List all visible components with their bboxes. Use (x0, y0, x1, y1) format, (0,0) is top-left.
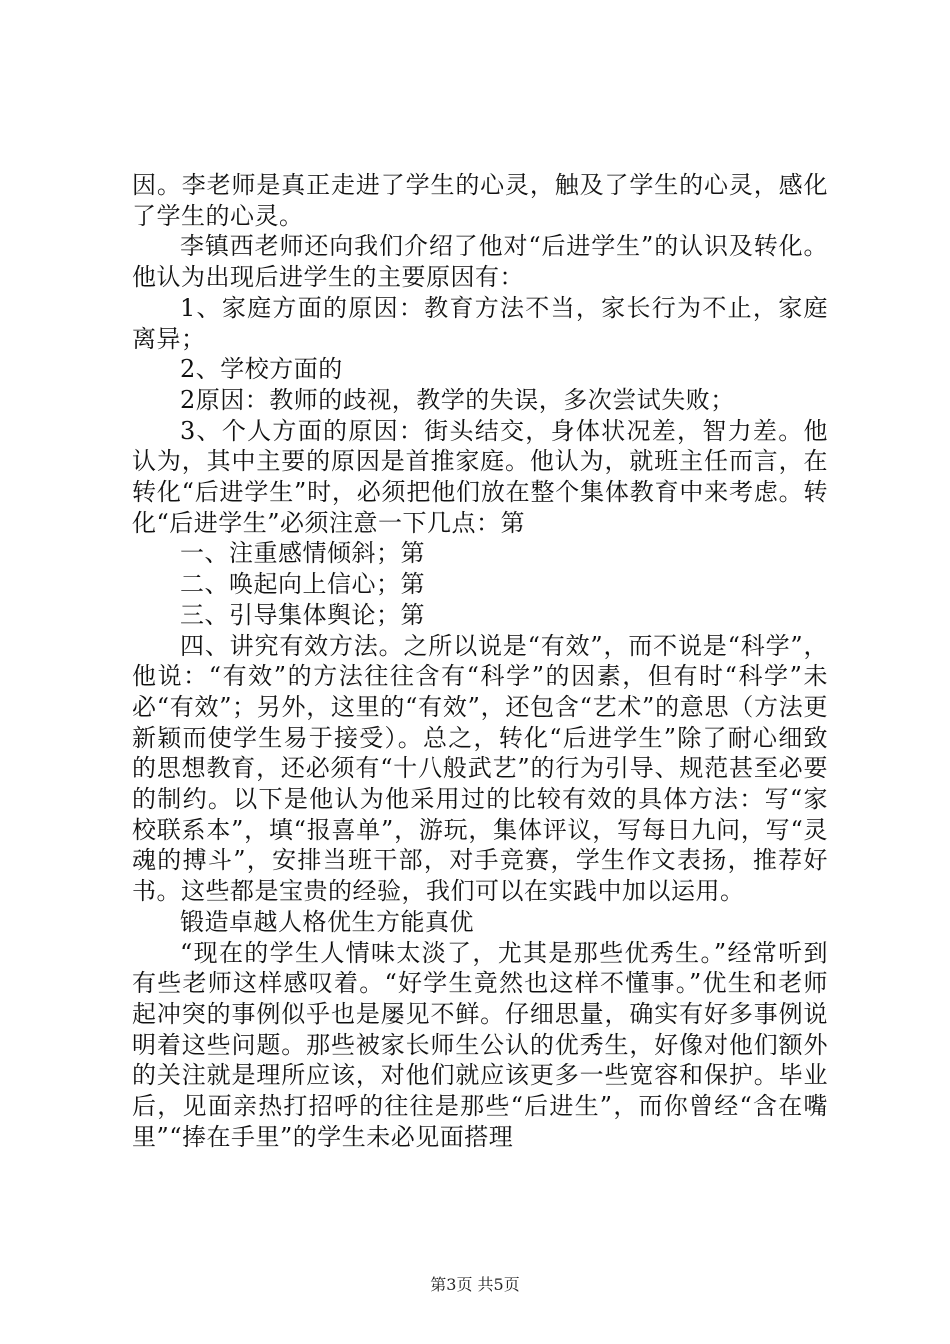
paragraph: 二、唤起向上信心；第 (180, 570, 425, 599)
document-body (132, 170, 828, 1153)
paragraph: 3、个人方面的原因：街头结交，身体状况差，智力差。他认为，其中主要的原因是首推家庭。他认为，就班主任而言，在转化“后进学生”时，必须把他们放在整个集体教育中来考虑。转化“后进学生”必须注意一下几点：第 (132, 416, 828, 537)
paragraph: 李镇西老师还向我们介绍了他对“后进学生”的认识及转化。他认为出现后进学生的主要原因有： (132, 232, 828, 292)
paragraph: 1、家庭方面的原因：教育方法不当，家长行为不止，家庭离异； (132, 293, 828, 353)
paragraph: 2、学校方面的 (180, 355, 343, 384)
page-footer (0, 1272, 950, 1295)
paragraph: 四、讲究有效方法。之所以说是“有效”，而不说是“科学”，他说：“有效”的方法往往含有“科学”的因素，但有时“科学”未必“有效”；另外，这里的“有效”，还包含“艺术”的意思（方法更新颖而使学生易于接受）。总之，转化“后进学生”除了耐心细致的思想教育，还必须有“十八般武艺”的行为引导、规范甚至必要的制约。以下是他认为他采用过的比较有效的具体方法：写“家校联系本”，填“报喜单”，游玩，集体评议，写每日九问，写“灵魂的搏斗”，安排当班干部，对手竞赛，学生作文表扬，推荐好书。这些都是宝贵的经验，我们可以在实践中加以运用。 (132, 631, 828, 906)
page-number: 第3页 共5页 (430, 1275, 520, 1294)
paragraph: 三、引导集体舆论；第 (180, 600, 425, 629)
paragraph: 2原因：教师的歧视，教学的失误，多次尝试失败； (180, 385, 735, 414)
paragraph: “现在的学生人情味太淡了，尤其是那些优秀生。”经常听到有些老师这样感叹着。“好学生竟然也这样不懂事。”优生和老师起冲突的事例似乎也是屡见不鲜。仔细思量，确实有好多事例说明着这些问题。那些被家长师生公认的优秀生，好像对他们额外的关注就是理所应该，对他们就应该更多一些宽容和保护。毕业后，见面亲热打招呼的往往是那些“后进生”，而你曾经“含在嘴里”“捧在手里”的学生未必见面搭理 (132, 938, 828, 1151)
paragraph: 一、注重感情倾斜；第 (180, 539, 425, 568)
section-heading: 锻造卓越人格优生方能真优 (180, 907, 474, 936)
paragraph: 因。李老师是真正走进了学生的心灵，触及了学生的心灵，感化了学生的心灵。 (132, 171, 828, 230)
